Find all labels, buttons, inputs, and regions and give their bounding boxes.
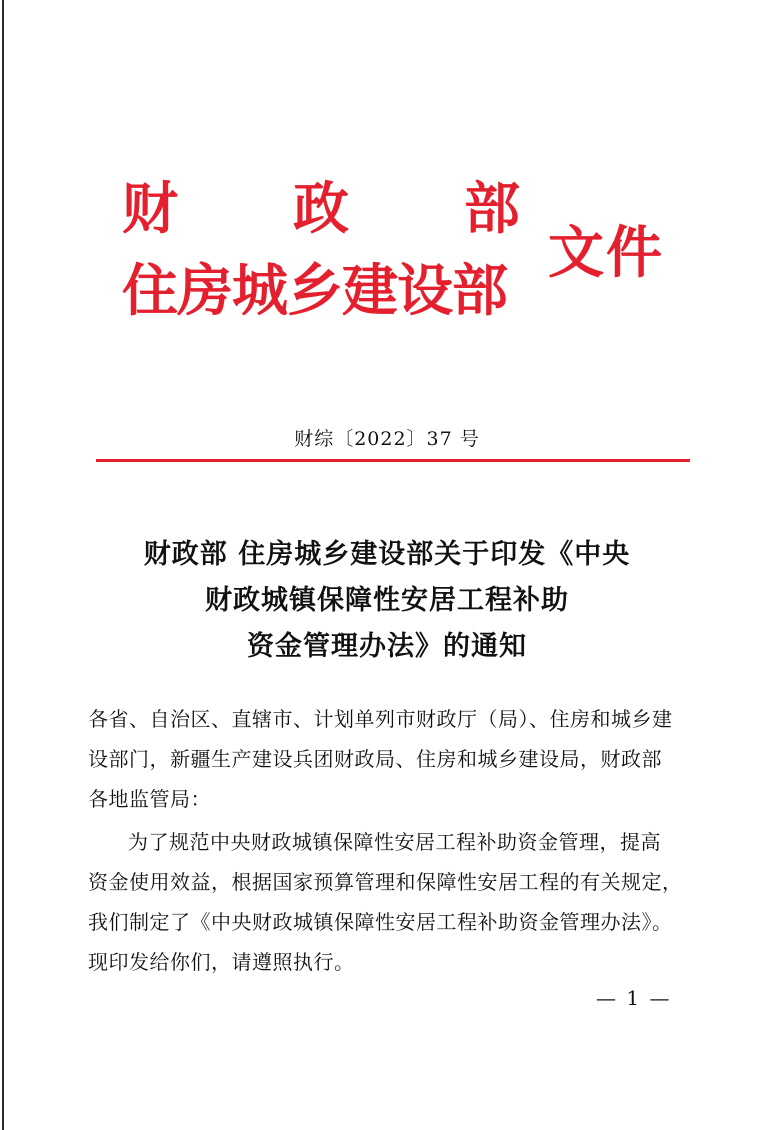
header-char: 财 (122, 177, 178, 242)
document-title-line: 资金管理办法》的通知 (247, 631, 527, 662)
header-document-suffix: 文件 (548, 221, 664, 286)
header-issuer-housing: 住房城乡建设部 (122, 259, 507, 324)
paragraph-line: 我们制定了《中央财政城镇保障性安居工程补助资金管理办法》。 (88, 910, 673, 934)
header-char: 政 (293, 177, 349, 242)
paragraph-line: 为了规范中央财政城镇保障性安居工程补助资金管理，提高 (128, 830, 661, 854)
page-number: — 1 — (596, 986, 672, 1010)
document-number: 财综〔2022〕37 号 (294, 428, 480, 450)
addressee-line: 各地监管局： (88, 787, 211, 811)
document-title-line: 财政城镇保障性安居工程补助 (205, 585, 569, 616)
addressee-line: 各省、自治区、直辖市、计划单列市财政厅（局）、住房和城乡建 (88, 707, 673, 731)
header-char: 部 (464, 177, 520, 242)
paragraph-line: 资金使用效益，根据国家预算管理和保障性安居工程的有关规定， (88, 870, 683, 894)
header-issuer-finance (122, 177, 520, 242)
paragraph-line: 现印发给你们，请遵照执行。 (88, 950, 355, 974)
red-separator-rule (96, 459, 690, 462)
addressee-line: 设部门，新疆生产建设兵团财政局、住房和城乡建设局，财政部 (88, 747, 662, 771)
document-title-line: 财政部 住房城乡建设部关于印发《中央 (143, 539, 631, 570)
